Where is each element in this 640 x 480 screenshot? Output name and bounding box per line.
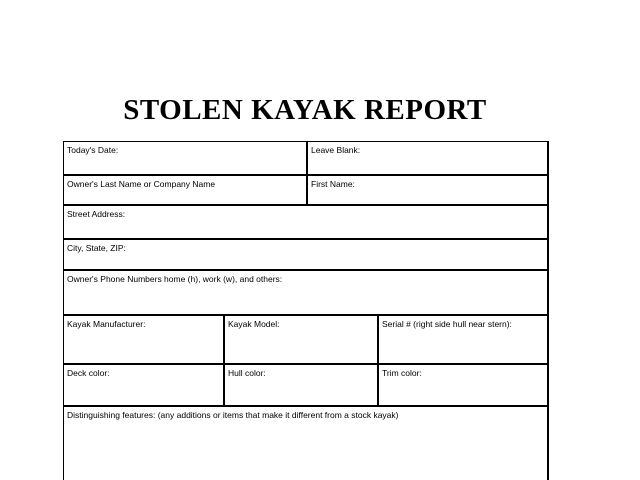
hull-color-field[interactable] [224,364,379,407]
owner-last-name-field[interactable] [63,175,308,206]
street-address-label: Street Address: [67,209,126,219]
trim-color-field[interactable] [378,364,549,407]
phone-numbers-label: Owner's Phone Numbers home (h), work (w), and others: [67,274,283,284]
city-state-zip-field[interactable] [63,239,549,271]
kayak-manufacturer-field[interactable] [63,315,225,365]
first-name-label: First Name: [311,179,355,189]
deck-color-field[interactable] [63,364,225,407]
distinguishing-features-field[interactable] [63,406,549,480]
street-address-field[interactable] [63,205,549,240]
serial-number-label: Serial # (right side hull near stern): [382,319,512,329]
trim-color-label: Trim color: [382,368,422,378]
phone-numbers-field[interactable] [63,270,549,316]
deck-color-label: Deck color: [67,368,110,378]
todays-date-field[interactable] [63,141,308,176]
leave-blank-field[interactable] [307,141,549,176]
serial-number-field[interactable] [378,315,549,365]
distinguishing-features-label: Distinguishing features: (any additions or items that make it different from a stock kayak) [67,410,399,420]
first-name-field[interactable] [307,175,549,206]
kayak-manufacturer-label: Kayak Manufacturer: [67,319,146,329]
form-title: STOLEN KAYAK REPORT [123,94,487,126]
kayak-model-field[interactable] [224,315,379,365]
city-state-zip-label: City, State, ZIP: [67,243,126,253]
leave-blank-label: Leave Blank: [311,145,361,155]
kayak-model-label: Kayak Model: [228,319,280,329]
hull-color-label: Hull color: [228,368,266,378]
owner-last-name-label: Owner's Last Name or Company Name [67,179,216,189]
todays-date-label: Today's Date: [67,145,119,155]
